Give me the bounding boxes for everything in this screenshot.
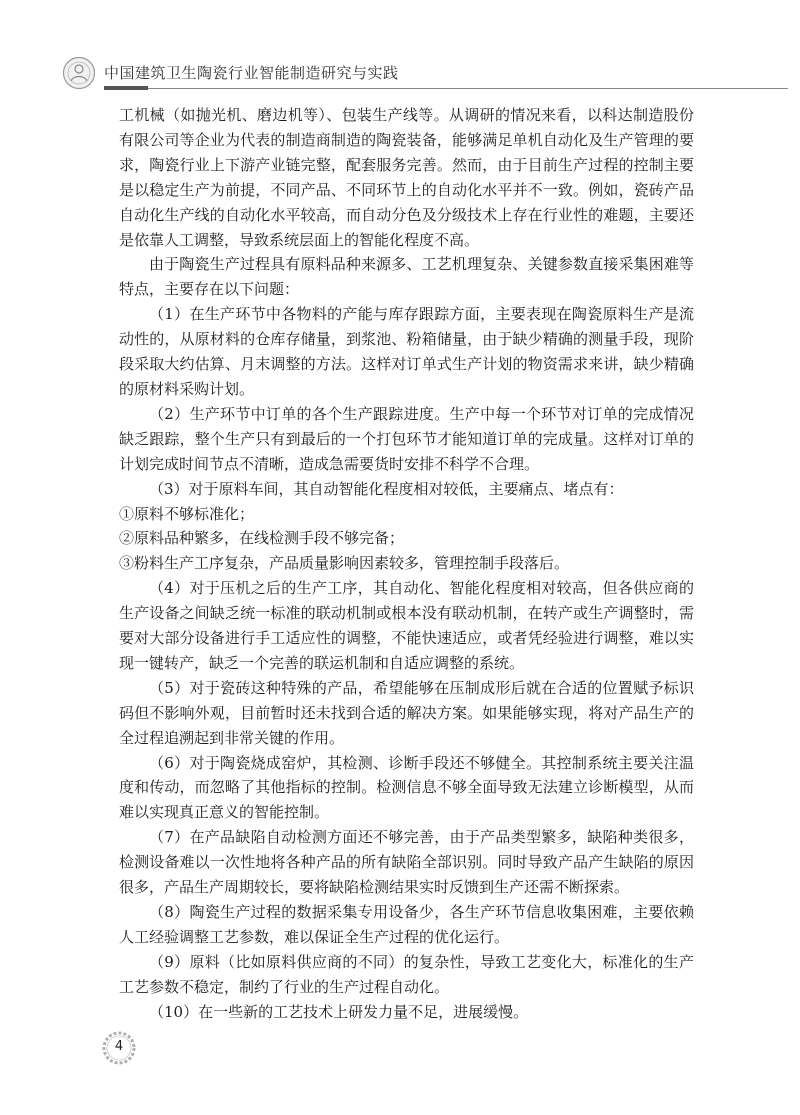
body-text: [119, 103, 694, 1025]
paragraph-subitem-1: ①原料不够标准化；: [119, 504, 255, 523]
paragraph-continued: 工机械（如抛光机、磨边机等）、包装生产线等。从调研的情况来看，以科达制造股份有限公司等企业为代表的制造商制造的陶瓷装备，能够满足单机自动化及生产管理的要求，陶瓷行业上下游产业链完整，配套服务完善。然而，由于目前生产过程的控制主要是以稳定生产为前提，不同产品、不同环节上的自动化水平并不一致。例如，瓷砖产品自动化生产线的自动化水平较高，而自动分色及分级技术上存在行业性的难题，主要还是依靠人工调整，导致系统层面上的智能化程度不高。: [119, 106, 694, 249]
paragraph-intro: 由于陶瓷生产过程具有原料品种来源多、工艺机理复杂、关键参数直接采集困难等特点，主要存在以下问题：: [119, 255, 694, 299]
paragraph-subitem-3: ③粉料生产工序复杂，产品质量影响因素较多，管理控制手段落后。: [119, 554, 570, 573]
paragraph-subitem-2: ②原料品种繁多，在线检测手段不够完备；: [119, 529, 405, 548]
page-number-badge: [101, 1030, 137, 1066]
paragraph-item-8: （8）陶瓷生产过程的数据采集专用设备少，各生产环节信息收集困难，主要依赖人工经验调整工艺参数，难以保证全生产过程的优化运行。: [119, 903, 694, 946]
paragraph-item-2: （2）生产环节中订单的各个生产跟踪进度。生产中每一个环节对订单的完成情况缺乏跟踪，整个生产只有到最后的一个打包环节才能知道订单的完成量。这样对订单的计划完成时间节点不清晰，造成急需要货时安排不科学不合理。: [119, 404, 694, 473]
paragraph-item-3: （3）对于原料车间，其自动智能化程度相对较低，主要痛点、堵点有：: [149, 479, 624, 498]
header-rule: [148, 88, 788, 89]
paragraph-item-5: （5）对于瓷砖这种特殊的产品，希望能够在压制成形后就在合适的位置赋予标识码但不影响外观，目前暂时还未找到合适的解决方案。如果能够实现，将对产品生产的全过程追溯起到非常关键的作用。: [119, 678, 694, 747]
paragraph-item-1: （1）在生产环节中各物料的产能与库存跟踪方面，主要表现在陶瓷原料生产是流动性的，从原材料的仓库存储量，到浆池、粉箱储量，由于缺少精确的测量手段，现阶段采取大约估算、月末调整的方法。这样对订单式生产计划的物资需求来讲，缺少精确的原材料采购计划。: [119, 305, 694, 398]
paragraph-item-4: （4）对于压机之后的生产工序，其自动化、智能化程度相对较高，但各供应商的生产设备之间缺乏统一标准的联动机制或根本没有联动机制，在转产或生产调整时，需要对大部分设备进行手工适应性的调整，不能快速适应，或者凭经验进行调整，难以实现一键转产，缺乏一个完善的联运机制和自适应调整的系统。: [119, 579, 694, 672]
paragraph-item-7: （7）在产品缺陷自动检测方面还不够完善，由于产品类型繁多，缺陷种类很多，检测设备难以一次性地将各种产品的所有缺陷全部识别。同时导致产品产生缺陷的原因很多，产品生产周期较长，要将缺陷检测结果实时反馈到生产还需不断探索。: [119, 828, 694, 897]
paragraph-item-9: （9）原料（比如原料供应商的不同）的复杂性，导致工艺变化大，标准化的生产工艺参数不稳定，制约了行业的生产过程自动化。: [119, 952, 694, 996]
book-emblem-icon: [62, 56, 96, 90]
book-title: 中国建筑卫生陶瓷行业智能制造研究与实践: [104, 64, 399, 82]
page-number: 4: [114, 1039, 124, 1054]
running-header: [62, 52, 762, 98]
paragraph-item-10: （10）在一些新的工艺技术上研发力量不足，进展缓慢。: [149, 1002, 529, 1021]
header-rule-accent: [104, 86, 148, 90]
paragraph-item-6: （6）对于陶瓷烧成窑炉，其检测、诊断手段还不够健全。其控制系统主要关注温度和传动，而忽略了其他指标的控制。检测信息不够全面导致无法建立诊断模型，从而难以实现真正意义的智能控制。: [119, 753, 694, 822]
